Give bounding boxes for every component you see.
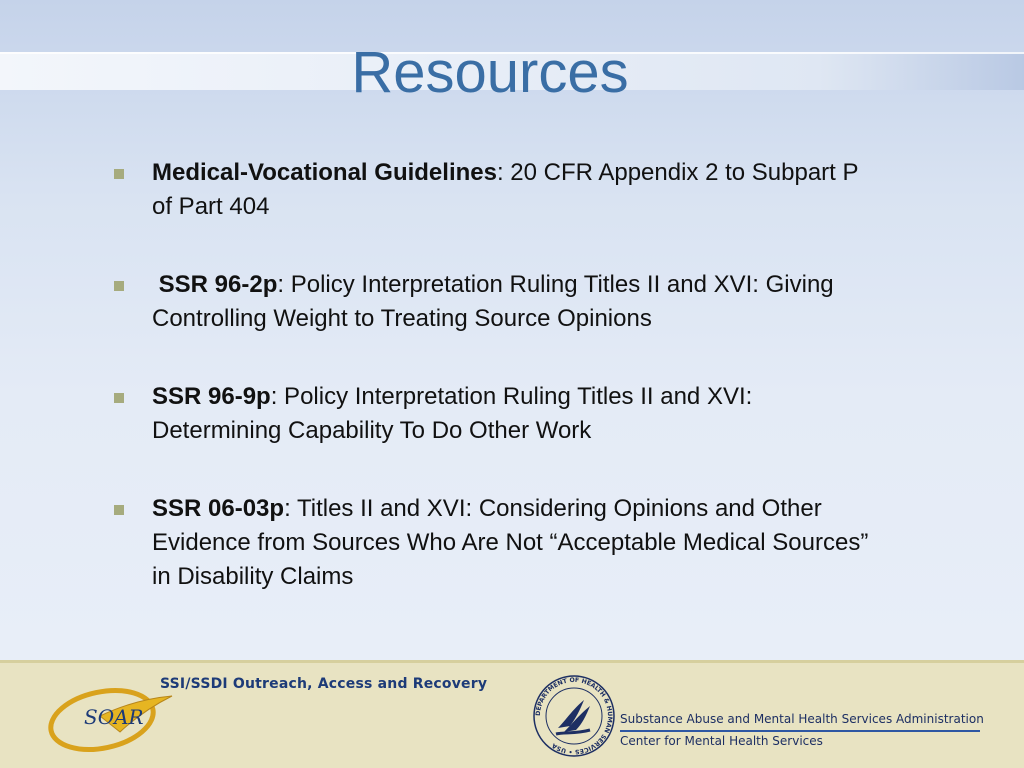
hhs-seal-icon xyxy=(532,674,616,758)
bullet-bold-label: SSR 96-2p xyxy=(152,271,278,298)
soar-logo-text: SOAR xyxy=(84,705,144,729)
bullet-text: : Titles II and XVI: Considering Opinions and Other Evidence from Sources Who Are Not “Acceptable Medical Sources” in Disability Claims xyxy=(152,495,869,590)
bullet-item-ssr-06-03p xyxy=(114,492,884,594)
bullet-square-icon xyxy=(114,169,124,179)
hhs-seal-text: DEPARTMENT OF HEALTH & HUMAN SERVICES • USA xyxy=(534,676,614,756)
center-name: Center for Mental Health Services xyxy=(620,734,823,748)
slide-title: Resources xyxy=(351,40,629,105)
agency-rule xyxy=(620,730,980,732)
footer-top-rule xyxy=(0,660,1024,663)
bullet-text: : 20 CFR Appendix 2 to Subpart P of Part 404 xyxy=(152,159,859,220)
bullet-item-medical-vocational xyxy=(114,156,884,224)
bullet-text: : Policy Interpretation Ruling Titles II and XVI: Giving Controlling Weight to Treating Source Opinions xyxy=(152,271,834,332)
bullet-item-ssr-96-9p xyxy=(114,380,884,448)
bullet-item-ssr-96-2p xyxy=(114,268,884,336)
bullet-bold-label: SSR 06-03p xyxy=(152,495,285,522)
footer-bar xyxy=(0,660,1024,768)
bullet-bold-label: SSR 96-9p xyxy=(152,383,271,410)
bullet-square-icon xyxy=(114,281,124,291)
agency-name: Substance Abuse and Mental Health Services Administration xyxy=(620,712,984,726)
bullet-list xyxy=(114,156,884,638)
soar-tagline: SSI/SSDI Outreach, Access and Recovery xyxy=(160,676,488,692)
bullet-bold-label: Medical-Vocational Guidelines xyxy=(152,159,497,186)
bullet-text: : Policy Interpretation Ruling Titles II and XVI: Determining Capability To Do Other Work xyxy=(152,383,753,444)
bullet-square-icon xyxy=(114,393,124,403)
bullet-square-icon xyxy=(114,505,124,515)
